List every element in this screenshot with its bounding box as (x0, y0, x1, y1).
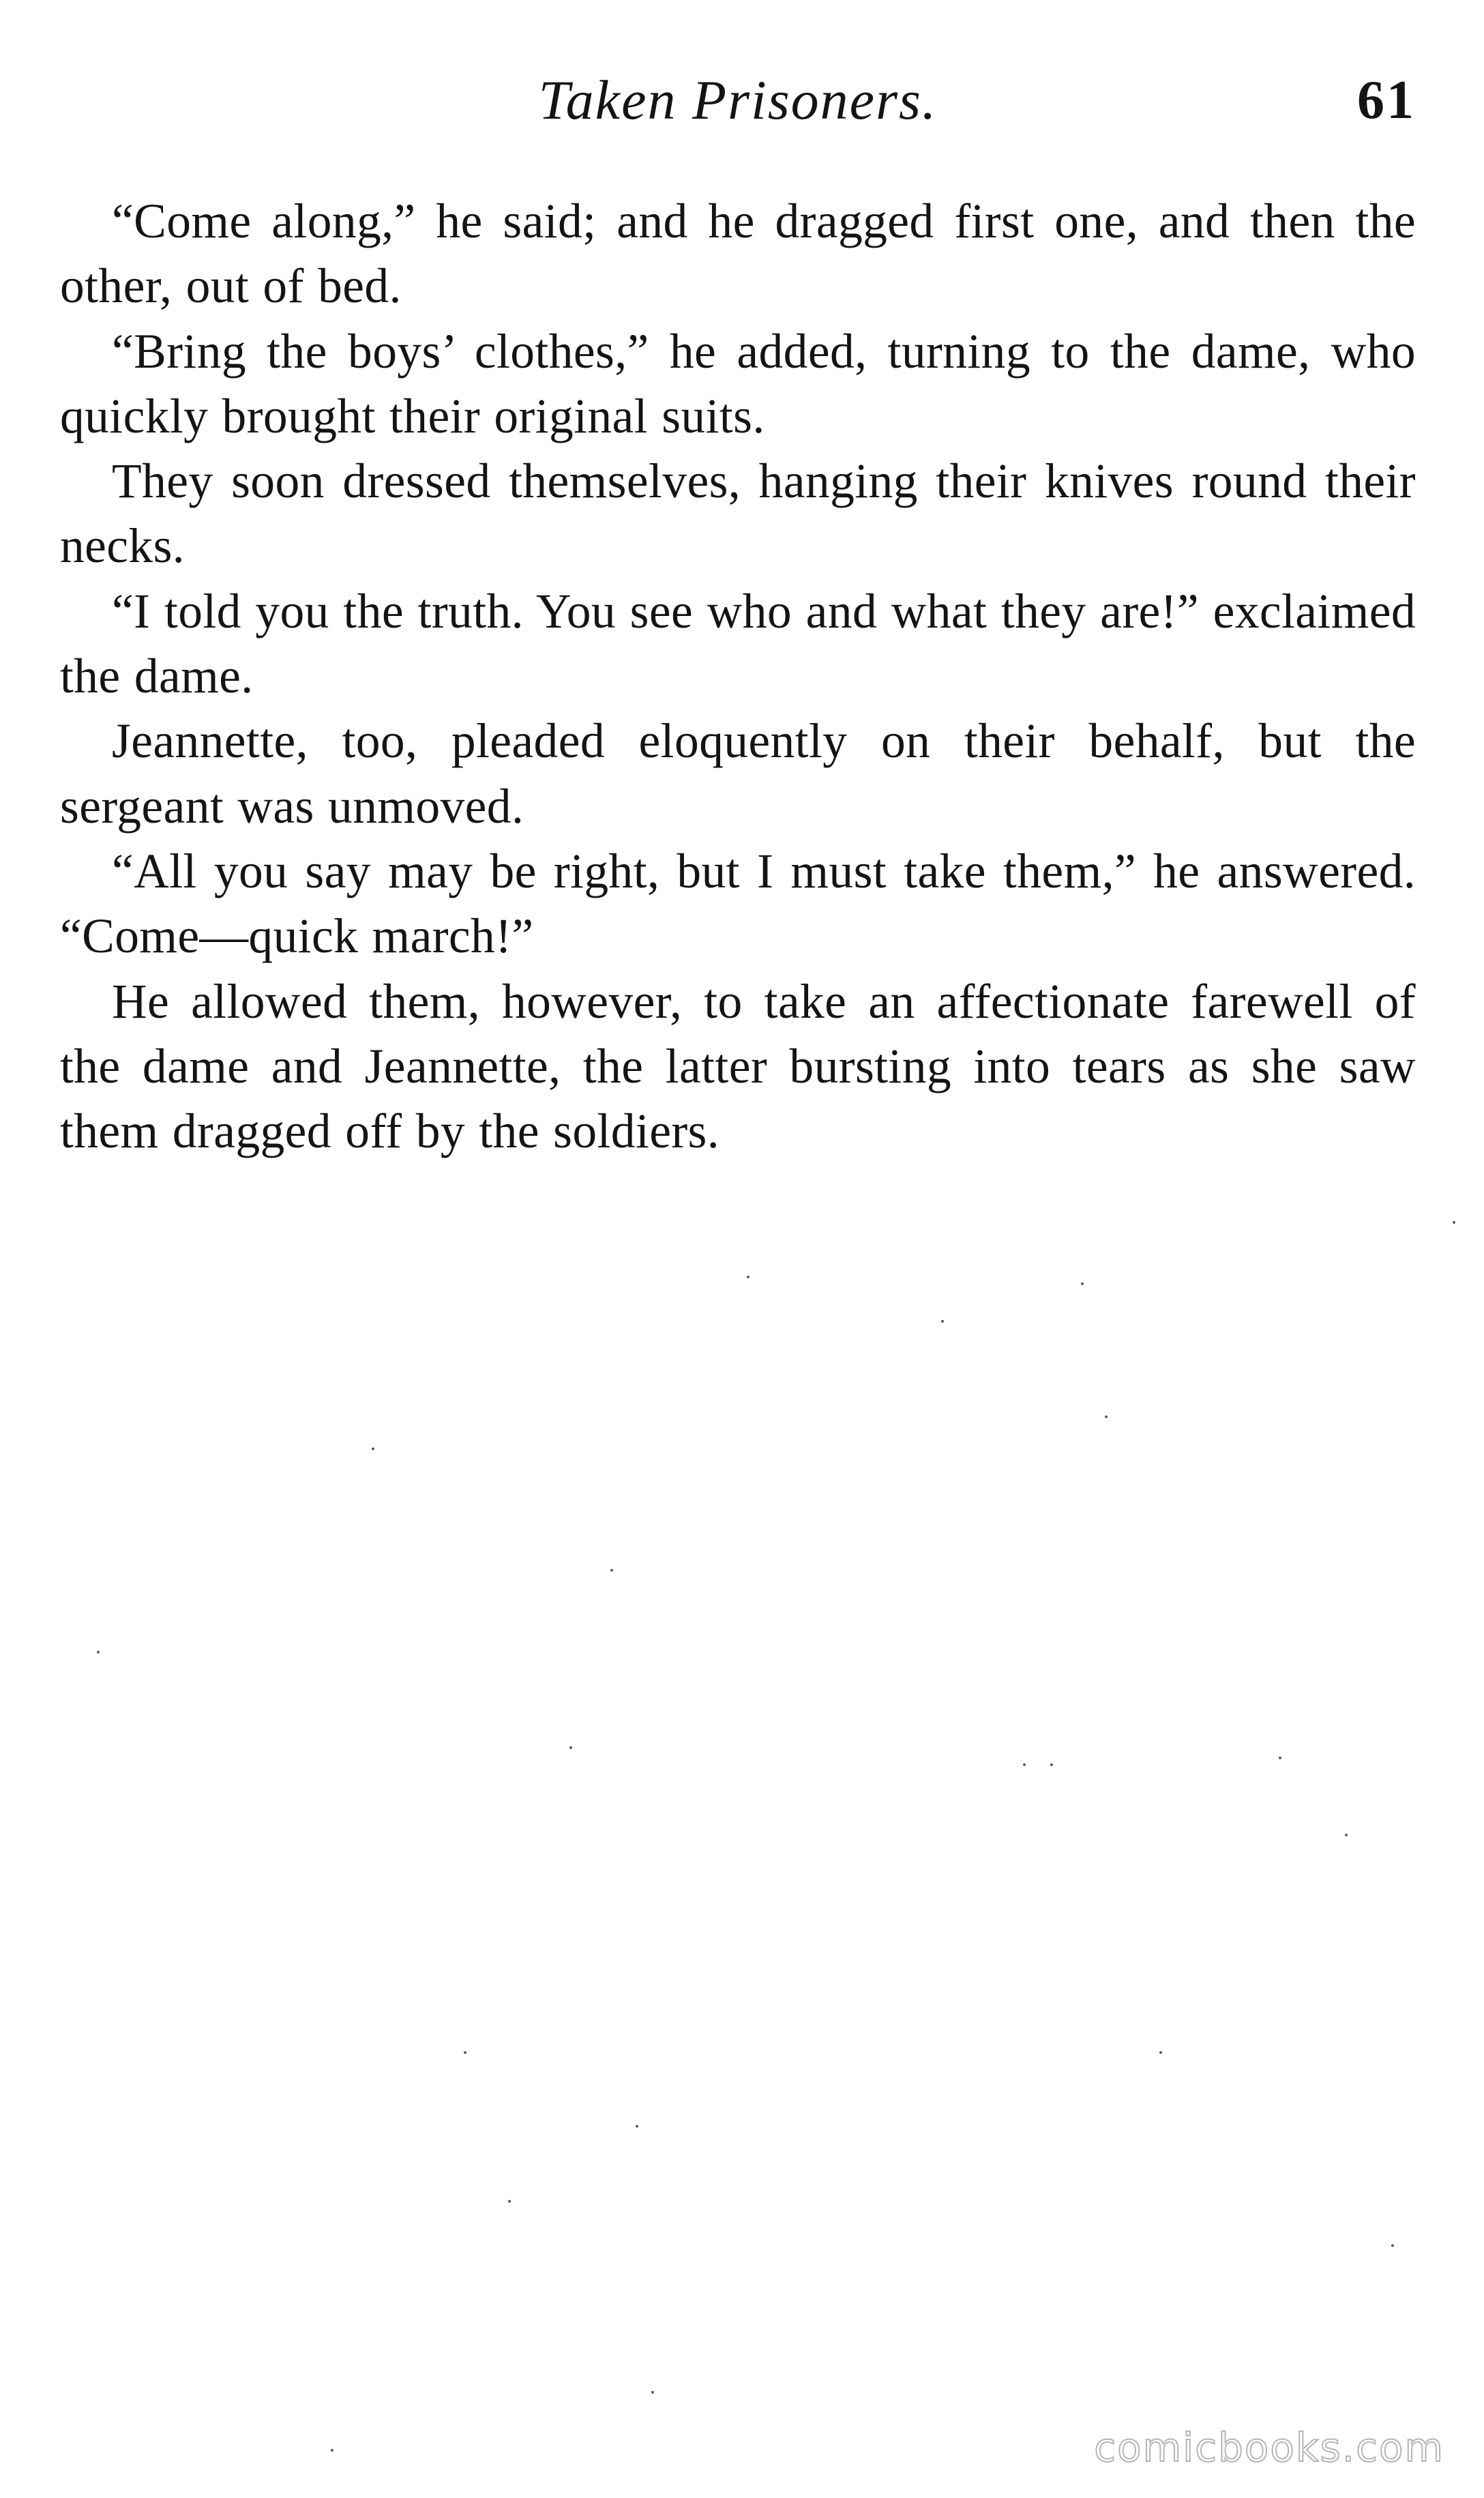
speck (464, 2051, 466, 2054)
running-head (60, 63, 1416, 138)
speck (1050, 1763, 1053, 1766)
watermark: comicbooks.com (1094, 2424, 1444, 2471)
speck (651, 2391, 654, 2394)
speck (331, 2449, 333, 2452)
speck (941, 1320, 944, 1323)
paragraph: Jeannette, too, pleaded eloquently on their behalf, but the sergeant was unmoved. (60, 714, 1416, 834)
speck (747, 1276, 750, 1278)
speck (1279, 1757, 1281, 1759)
body-text (60, 189, 1416, 1164)
speck (569, 1746, 572, 1749)
page-number: 61 (1357, 70, 1416, 130)
speck (97, 1651, 100, 1654)
speck (1105, 1415, 1108, 1418)
speck (636, 2125, 638, 2128)
paragraph: “I told you the truth. You see who and what they are!” exclaimed the dame. (60, 584, 1416, 704)
speck (1345, 1834, 1348, 1836)
paragraph: He allowed them, however, to take an affectionate farewell of the dame and Jeannette, the latter bursting into tears as she saw them dragged off by the soldiers. (60, 974, 1416, 1159)
speck (372, 1448, 374, 1450)
speck (1159, 2051, 1162, 2054)
paragraph: “Bring the boys’ clothes,” he added, turning to the dame, who quickly brought their original suits. (60, 324, 1416, 443)
speck (1453, 1221, 1455, 1224)
speck (508, 2200, 511, 2203)
speck (1391, 2244, 1394, 2247)
paragraph: “All you say may be right, but I must take them,” he answered. “Come—quick march!” (60, 844, 1416, 964)
chapter-title: Taken Prisoners. (538, 69, 938, 131)
paragraph: “Come along,” he said; and he dragged first one, and then the other, out of bed. (60, 194, 1416, 314)
speck (1081, 1282, 1084, 1285)
paragraph: They soon dressed themselves, hanging their knives round their necks. (60, 454, 1416, 574)
speck (610, 1569, 613, 1572)
speck (1023, 1763, 1026, 1766)
